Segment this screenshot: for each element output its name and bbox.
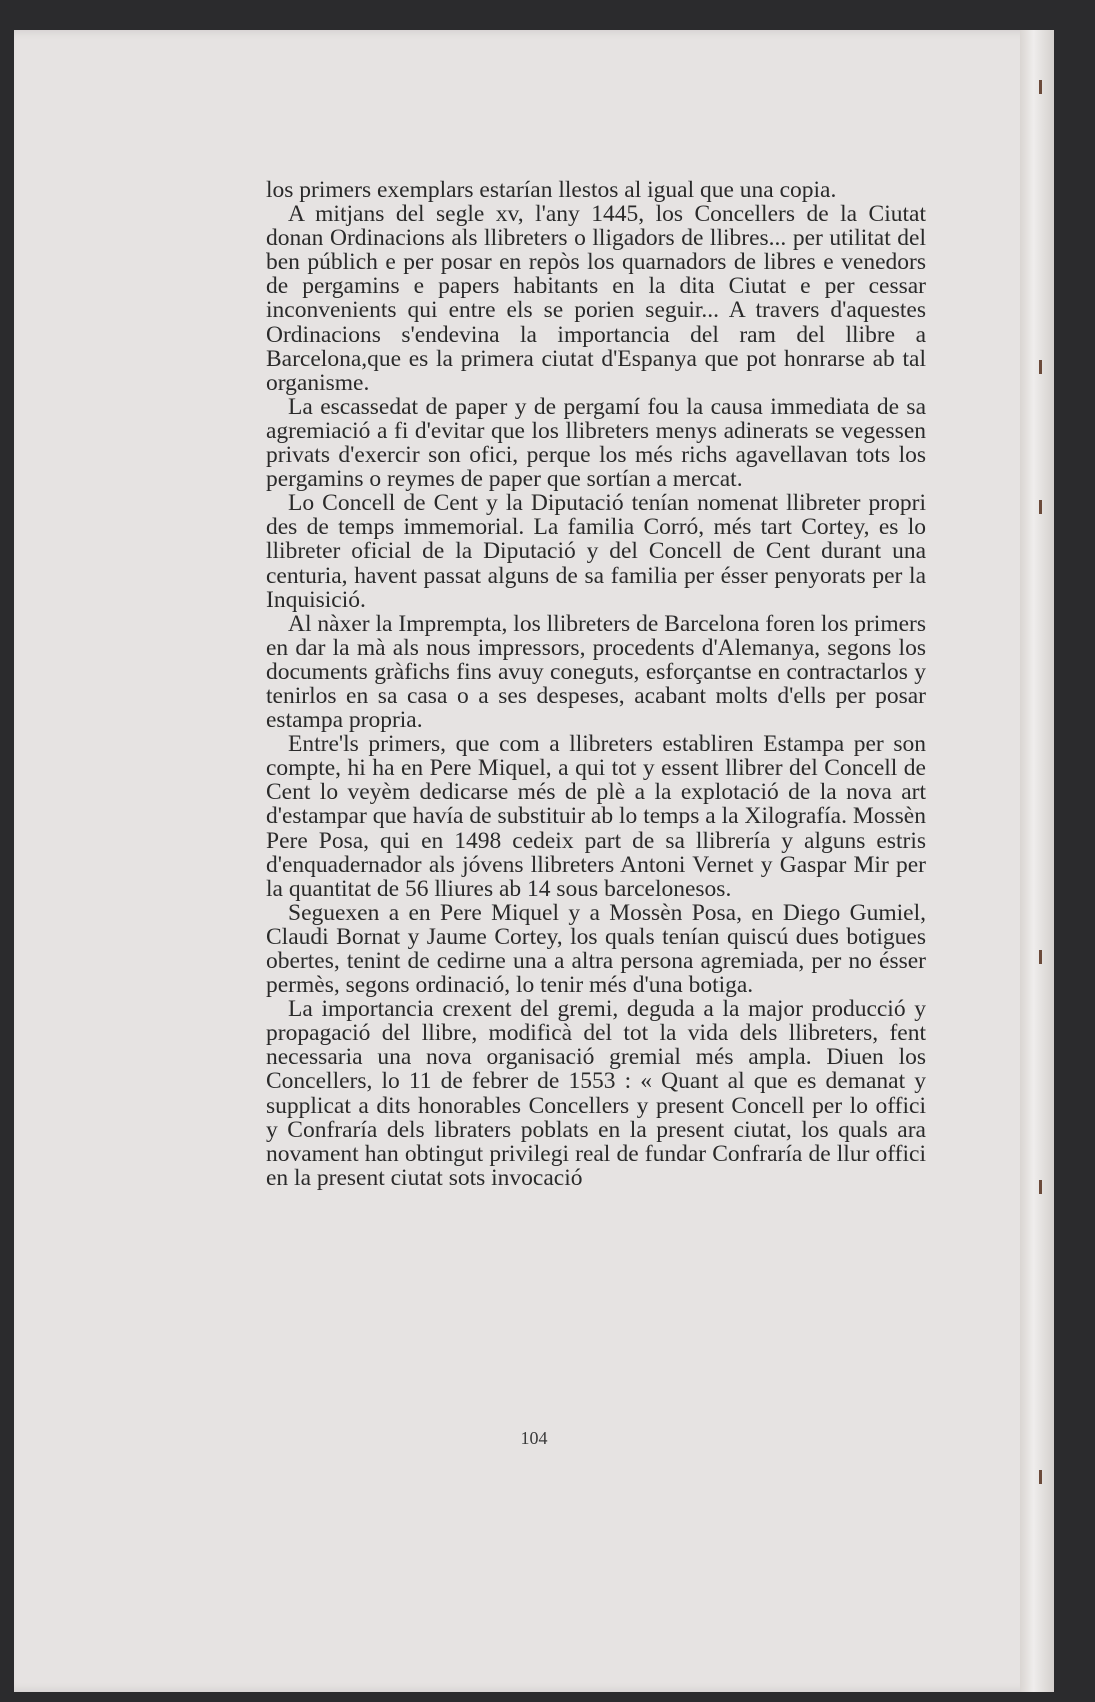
spine-mark [1039,360,1042,374]
page-number: 104 [520,1428,548,1448]
spine-mark [1039,80,1042,94]
spine-mark [1039,1180,1042,1194]
spine-mark [1039,1470,1042,1484]
spine-mark [1039,950,1042,964]
paragraph: La importancia crexent del gremi, deguda a la major producció y propagació del llibre, modificà del tot la vida dels llibreters, fent necessaria una nova organisació gremial més ampla. Diuen los Concellers, lo 11 de febrer de 1553 : « Quant al que es demanat y supplicat a dits honorables Concellers y present Concell per lo offici y Confraría dels libraters poblats en la present ciutat, los quals ara novament han obtingut privilegi real de fundar Confraría de llur offici en la present ciutat sots invocació [266,996,926,1191]
book-page [14,30,1054,1692]
paragraph: Al nàxer la Imprempta, los llibreters de Barcelona foren los primers en dar la mà als nous impressors, procedents d'Alemanya, segons los documents gràfichs fins avuy coneguts, esforçantse en contractarlos y tenirlos en sa casa o a ses despeses, acabant molts d'ells per posar estampa propria. [266,610,926,734]
paragraph: Seguexen a en Pere Miquel y a Mossèn Posa, en Diego Gumiel, Claudi Bornat y Jaume Cortey, los quals tenían quiscú dues botigues obertes, tenint de cedirne una a altra persona agremiada, per no ésser permès, segons ordinació, lo tenir més d'una botiga. [266,899,926,999]
paragraph: A mitjans del segle xv, l'any 1445, los Concellers de la Ciutat donan Ordinacions als llibreters o lligadors de llibres... per utilitat del ben públich e per posar en repòs los quarnadors de libres e venedors de pergamins e papers habitants en la dita Ciutat e per cessar inconvenients qui entre els se porien seguir... A travers d'aquestes Ordinacions s'endevina la importancia del ram del llibre a Barcelona,que es la primera ciutat d'Espanya que pot honrarse ab tal organisme. [266,201,926,396]
paragraph: La escassedat de paper y de pergamí fou la causa immediata de sa agremiació a fi d'evitar que los llibreters menys adinerats se vegessen privats d'exercir son ofici, perque los més richs agavellavan tots los pergamins o reymes de paper que sortían a mercat. [266,393,926,493]
paragraph: los primers exemplars estarían llestos al igual que una copia. [266,177,837,203]
spine-mark [1039,500,1042,514]
paragraph: Lo Concell de Cent y la Diputació tenían nomenat llibreter propri des de temps immemorial. La familia Corró, més tart Cortey, es lo llibreter oficial de la Diputació y del Concell de Cent durant una centuria, havent passat alguns de sa familia per ésser penyorats per la Inquisició. [266,490,926,613]
body-text [266,178,926,1190]
paragraph: Entre'ls primers, que com a llibreters establiren Estampa per son compte, hi ha en Pere Miquel, a qui tot y essent llibrer del Concell de Cent lo veyèm dedicarse més de plè a la explotació de la nova art d'estampar que havía de substituir ab lo temps a la Xilografía. Mossèn Pere Posa, qui en 1498 cedeix part de sa llibrería y alguns estris d'enquadernador als jóvens llibreters Antoni Vernet y Gaspar Mir per la quantitat de 56 lliures ab 14 sous barcelonesos. [266,731,926,902]
